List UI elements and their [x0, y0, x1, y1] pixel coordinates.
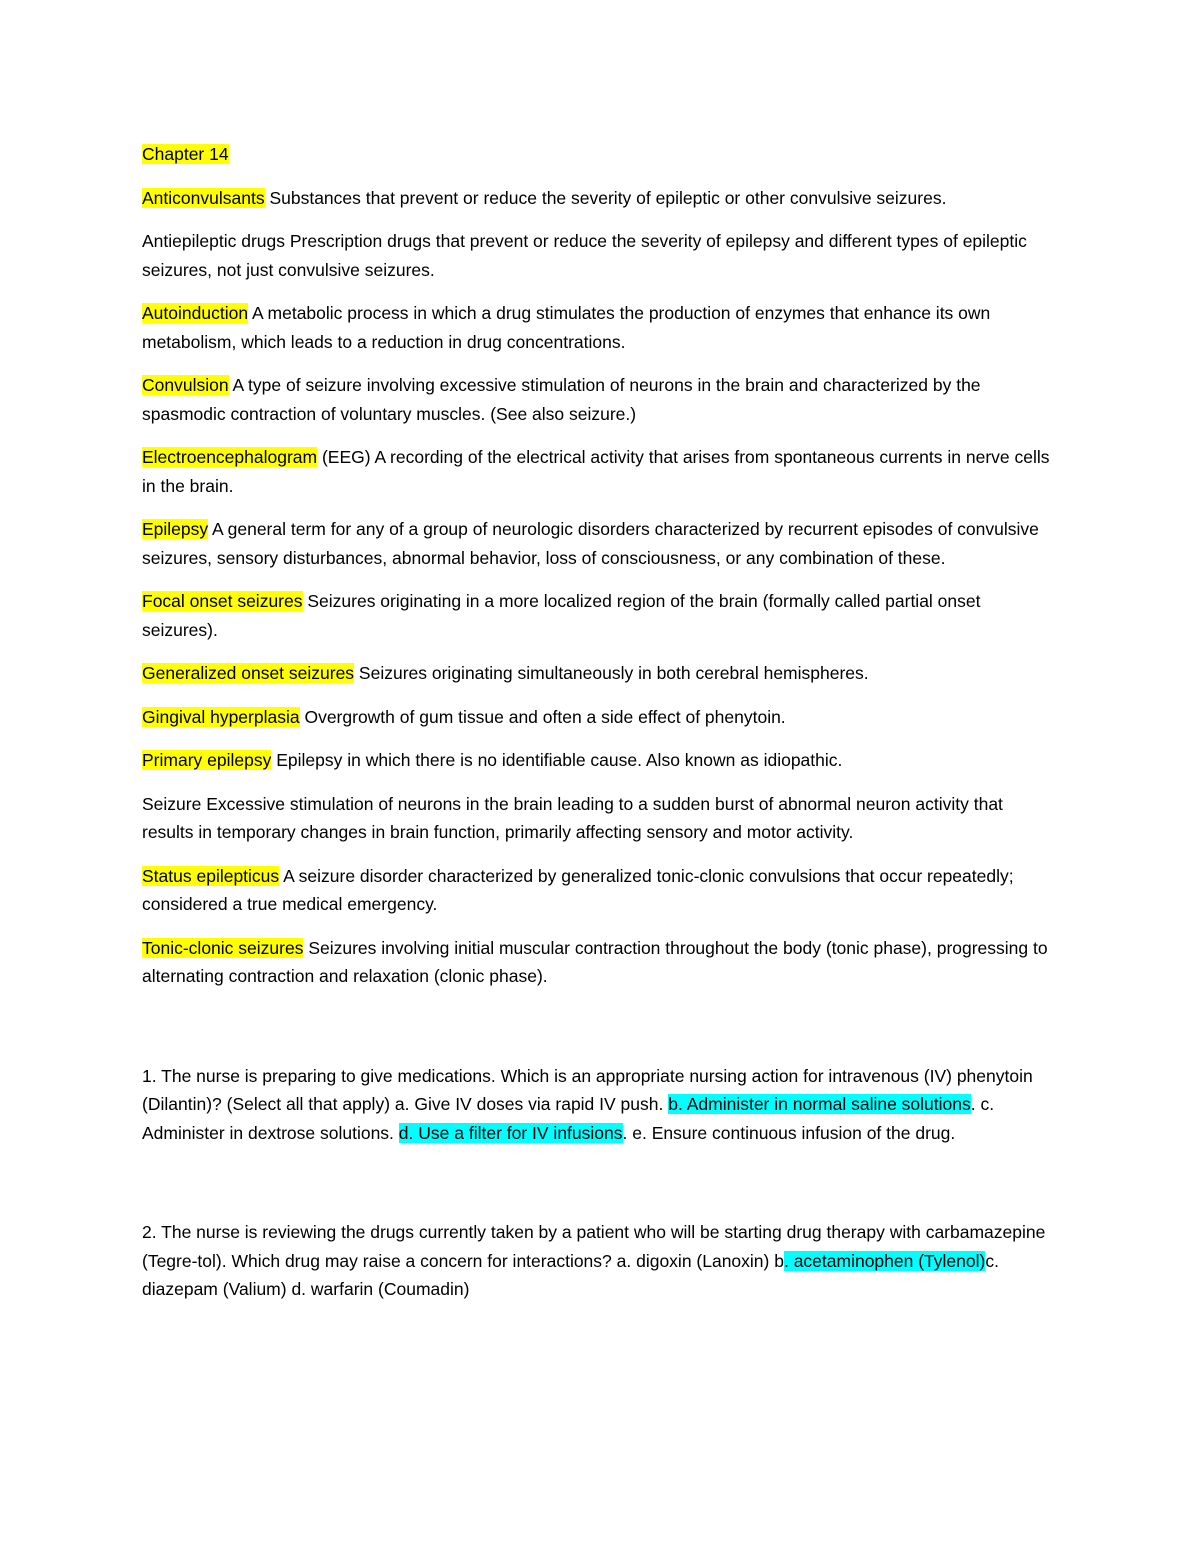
glossary-entry [142, 299, 1058, 356]
glossary-definition: Excessive stimulation of neurons in the brain leading to a sudden burst of abnormal neuron activity that results in temporary changes in brain function, primarily affecting sensory and motor activity. [142, 793, 1003, 842]
glossary-term: Antiepileptic drugs [142, 231, 285, 251]
glossary-entry [142, 790, 1058, 847]
glossary-entry [142, 443, 1058, 500]
glossary-term: Convulsion [142, 375, 229, 395]
glossary-entry [142, 371, 1058, 428]
question-list [142, 1062, 1058, 1304]
glossary-term: Status epilepticus [142, 865, 280, 886]
glossary-entry [142, 659, 1058, 688]
glossary-definition: Seizures originating in a more localized region of the brain (formally called partial onset seizures). [142, 591, 981, 640]
glossary-definition: A metabolic process in which a drug stimulates the production of enzymes that enhance its own metabolism, which leads to a reduction in drug concentrations. [142, 303, 991, 352]
glossary-definition: (EEG) A recording of the electrical activity that arises from spontaneous currents in nerve cells in the brain. [142, 447, 1050, 496]
question-text: c. diazepam (Valium) d. warfarin (Coumadin) [142, 1250, 999, 1299]
document-page [142, 140, 1058, 1319]
glossary-definition: A general term for any of a group of neurologic disorders characterized by recurrent episodes of convulsive seizures, sensory disturbances, abnormal behavior, loss of consciousness, or any combination of these. [142, 519, 1039, 568]
question-text: 2. The nurse is reviewing the drugs currently taken by a patient who will be starting drug therapy with carbamazepine (Tegre-tol). Which drug may raise a concern for interactions? a. digoxin (Lanoxin) b [142, 1222, 1046, 1271]
glossary-term: Gingival hyperplasia [142, 706, 300, 727]
glossary-entry [142, 587, 1058, 644]
glossary-entry [142, 227, 1058, 284]
glossary-definition: Substances that prevent or reduce the severity of epileptic or other convulsive seizures. [264, 187, 947, 208]
glossary-term: Autoinduction [142, 303, 249, 323]
question-text: . c. Administer in dextrose solutions. [142, 1094, 995, 1143]
question-1 [142, 1062, 1058, 1148]
glossary-term: Epilepsy [142, 519, 209, 539]
glossary-list [142, 184, 1058, 991]
glossary-definition: Seizures involving initial muscular contraction throughout the body (tonic phase), progressing to alternating contraction and relaxation (clonic phase). [142, 937, 1048, 986]
chapter-title-text: Chapter 14 [142, 144, 229, 164]
question-text: 1. The nurse is preparing to give medications. Which is an appropriate nursing action for intravenous (IV) phenytoin (Dilantin)? (Select all that apply) a. Give IV doses via rapid IV push. [142, 1065, 1033, 1114]
glossary-entry [142, 703, 1058, 732]
chapter-title [142, 140, 1058, 169]
glossary-entry [142, 862, 1058, 919]
question-gap [142, 1162, 1058, 1218]
glossary-term: Focal onset seizures [142, 591, 303, 611]
answer-highlight: . acetaminophen (Tylenol) [783, 1250, 986, 1271]
glossary-definition: Prescription drugs that prevent or reduce the severity of epilepsy and different types of epileptic seizures, not just convulsive seizures. [142, 231, 1027, 280]
glossary-definition: Overgrowth of gum tissue and often a side effect of phenytoin. [299, 706, 786, 727]
answer-highlight: b. Administer in normal saline solutions [668, 1094, 971, 1114]
question-2 [142, 1218, 1058, 1304]
glossary-term: Anticonvulsants [142, 187, 265, 208]
glossary-entry [142, 184, 1058, 213]
glossary-definition: Epilepsy in which there is no identifiable cause. Also known as idiopathic. [271, 750, 843, 770]
glossary-term: Tonic-clonic seizures [142, 937, 304, 958]
glossary-term: Primary epilepsy [142, 750, 272, 770]
glossary-term: Electroencephalogram [142, 447, 318, 467]
glossary-entry [142, 746, 1058, 775]
glossary-definition: Seizures originating simultaneously in both cerebral hemispheres. [354, 663, 869, 683]
glossary-entry [142, 934, 1058, 991]
answer-highlight: d. Use a filter for IV infusions [398, 1122, 623, 1143]
glossary-definition: A seizure disorder characterized by generalized tonic-clonic convulsions that occur repeatedly; considered a true medical emergency. [142, 865, 1014, 914]
glossary-definition: A type of seizure involving excessive stimulation of neurons in the brain and characterized by the spasmodic contraction of voluntary muscles. (See also seizure.) [142, 375, 981, 424]
glossary-term: Seizure [142, 793, 202, 814]
section-gap [142, 1006, 1058, 1062]
question-text: . e. Ensure continuous infusion of the drug. [622, 1122, 956, 1143]
glossary-entry [142, 515, 1058, 572]
glossary-term: Generalized onset seizures [142, 663, 355, 683]
